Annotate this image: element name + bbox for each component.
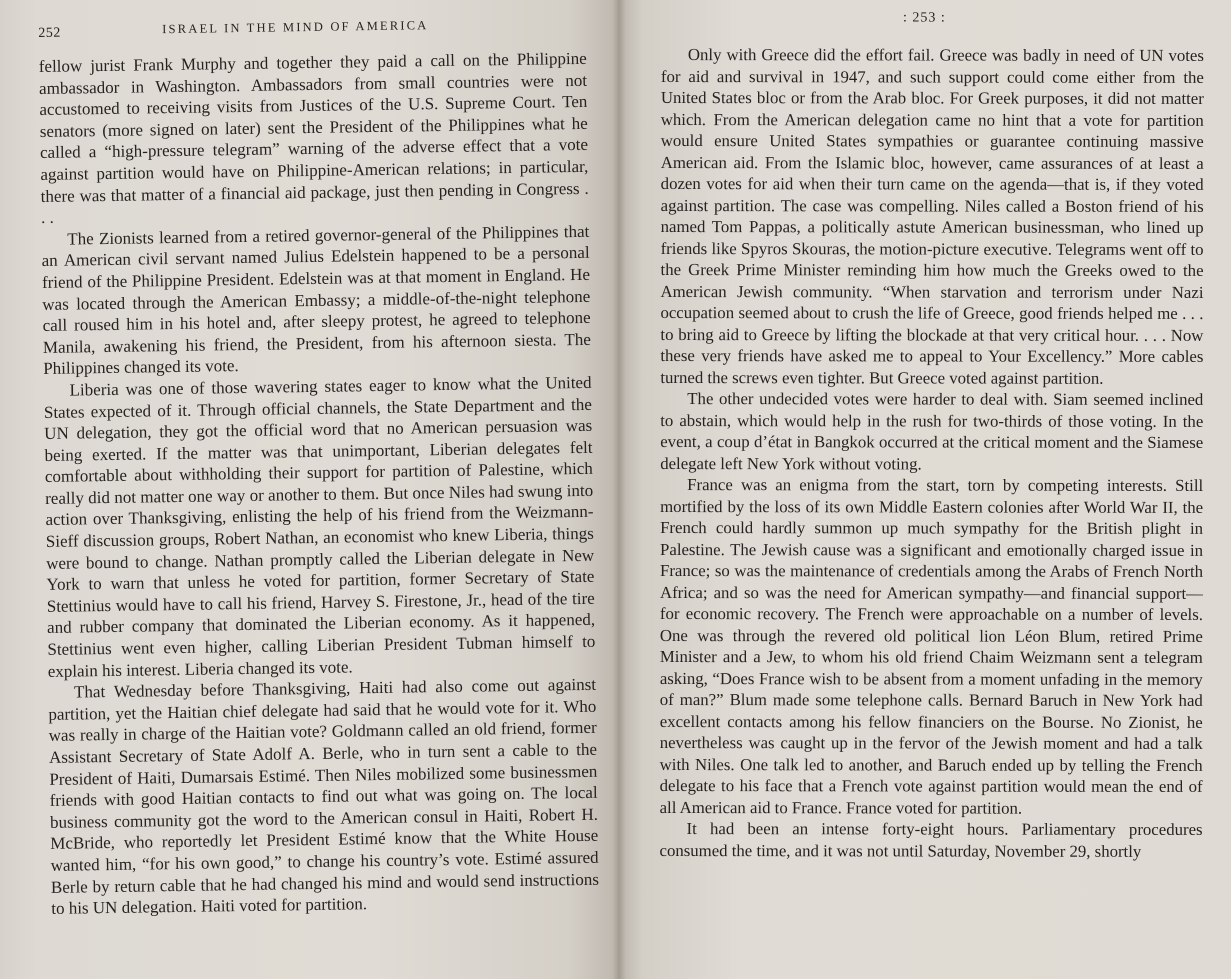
paragraph: Only with Greece did the effort fail. Greece was badly in need of UN votes for aid and survival in 1947, and such support could come either from the United States bloc or from the Arab bloc. For Greek purposes, it did not matter which. From the American delegation came no hint that a vote for partition would ensure United States sympathies or guarantee continuing massive American aid. From the Islamic bloc, however, came assurances of at least a dozen votes for aid when their turn came on the agenda—that is, if they voted against partition. The case was compelling. Niles called a Boston friend of his named Tom Pappas, a politically astute American businessman, who lined up friends like Spyros Skouras, the motion-picture executive. Telegrams went off to the Greek Prime Minister reminding him how much the Greeks owed to the American Jewish community. “When starvation and terrorism under Nazi occupation seemed about to crush the life of Greece, good friends helped me . . . to bring aid to Greece by lifting the blockade at that very critical hour. . . . Now these very friends have asked me to appeal to Your Excellency.” More cables turned the screws even tighter. But Greece voted against partition. <box>660 45 1204 388</box>
paragraph: The Zionists learned from a retired governor-general of the Philippines that an American civil servant named Julius Edelstein happened to be a personal friend of the Philippine President. Edelstein was at that moment in England. He was located through the American Embassy; a middle-of-the-night telephone call roused him in his hotel and, after sleepy protest, he agreed to telephone Manila, awakening his friend, the President, from his afternoon siesta. The Philippines changed its vote. <box>41 221 592 379</box>
paragraph: Liberia was one of those wavering states eager to know what the United States expected of it. Through official channels, the State Department and the UN delegation, they got the official word that no American persuasion was being exerted. If the matter was that unimportant, Liberian delegates felt comfortable about withholding their support for partition of Palestine, which really did not matter one way or another to them. But once Niles had swung into action over Thanksgiving, enlisting the help of his friend from the Weizmann-Sieff discussion groups, Robert Nathan, an economist who knew Liberia, things were bound to change. Nathan promptly called the Liberian delegate in New York to warn that unless he voted for partition, former Secretary of State Stettinius would have to call his friend, Harvey S. Firestone, Jr., head of the tire and rubber company that dominated the Liberian economy. As it happened, Stettinius went even higher, calling Liberian President Tubman himself to explain his interest. Liberia changed its vote. <box>43 372 596 681</box>
paragraph: The other undecided votes were harder to deal with. Siam seemed inclined to abstain, which would help in the rush for two-thirds of those voting. In the event, a coup d’état in Bangkok occurred at the critical moment and the Siamese delegate left New York without voting. <box>660 389 1204 473</box>
paragraph: France was an enigma from the start, torn by competing interests. Still mortified by the loss of its own Middle Eastern colonies after World War II, the French could hardly summon up much sympathy for the British plight in Palestine. The Jewish cause was a significant and emotionally charged issue in France; so was the maintenance of credentials among the Arabs of French North Africa; and so was the need for American sympathy—and financial support—for economic recovery. The French were approachable on a number of levels. One was through the revered old political lion Léon Blum, retired Prime Minister and a Jew, to whom his old friend Chaim Weizmann sent a telegram asking, “Does France wish to be absent from a moment unfading in the memory of man?” Blum made some telephone calls. Bernard Baruch in New York had excellent contacts among his fellow financiers on the Bourse. No Zionist, he nevertheless was caught up in the fervor of the Jewish moment and had a talk with Niles. One talk led to another, and Baruch ended up by telling the French delegate to his face that a French vote against partition would mean the end of all American aid to France. France voted for partition. <box>659 475 1204 818</box>
left-running-head <box>38 6 587 56</box>
right-page <box>618 0 1231 979</box>
running-head-title: ISRAEL IN THE MIND OF AMERICA <box>162 18 429 37</box>
paragraph: That Wednesday before Thanksgiving, Haiti had also come out against partition, yet the Haitian chief delegate had said that he would vote for it. Who was really in charge of the Haitian vote? Goldmann called an old friend, former Assistant Secretary of State Adolf A. Berle, who in turn sent a cable to the President of Haiti, Dumarsais Estimé. Then Niles mobilized some businessmen friends with good Haitian contacts to find out what was going on. The local business community got the word to the American consul in Haiti, Robert H. McBride, who reportedly let President Estimé know that the White House wanted him, “for his own good,” to change his country’s vote. Estimé assured Berle by return cable that he had changed his mind and would send instructions to his UN delegation. Haiti voted for partition. <box>48 675 600 919</box>
paragraph: It had been an intense forty-eight hours. Parliamentary procedures consumed the time, and it was not until Saturday, November 29, shortly <box>659 819 1203 861</box>
left-page-content <box>38 6 599 920</box>
right-running-head <box>661 8 1204 45</box>
page-number-right: : 253 : <box>902 10 946 26</box>
right-body-text <box>660 44 1204 862</box>
paragraph: fellow jurist Frank Murphy and together they paid a call on the Philippine ambassador in Washington. Ambassadors from small countries were not accustomed to receiving visits from Justices of the U.S. Supreme Court. Ten senators (more signed on later) sent the President of the Philippines what he called a “high-pressure telegram” warning of the adverse effect that a vote against partition would have on Philippine-American relations; in particular, there was that matter of a financial aid package, just then pending in Congress . . . <box>38 48 589 228</box>
right-page-content <box>660 8 1204 862</box>
page-number-left: 252 <box>38 25 61 41</box>
left-body-text <box>39 48 600 920</box>
